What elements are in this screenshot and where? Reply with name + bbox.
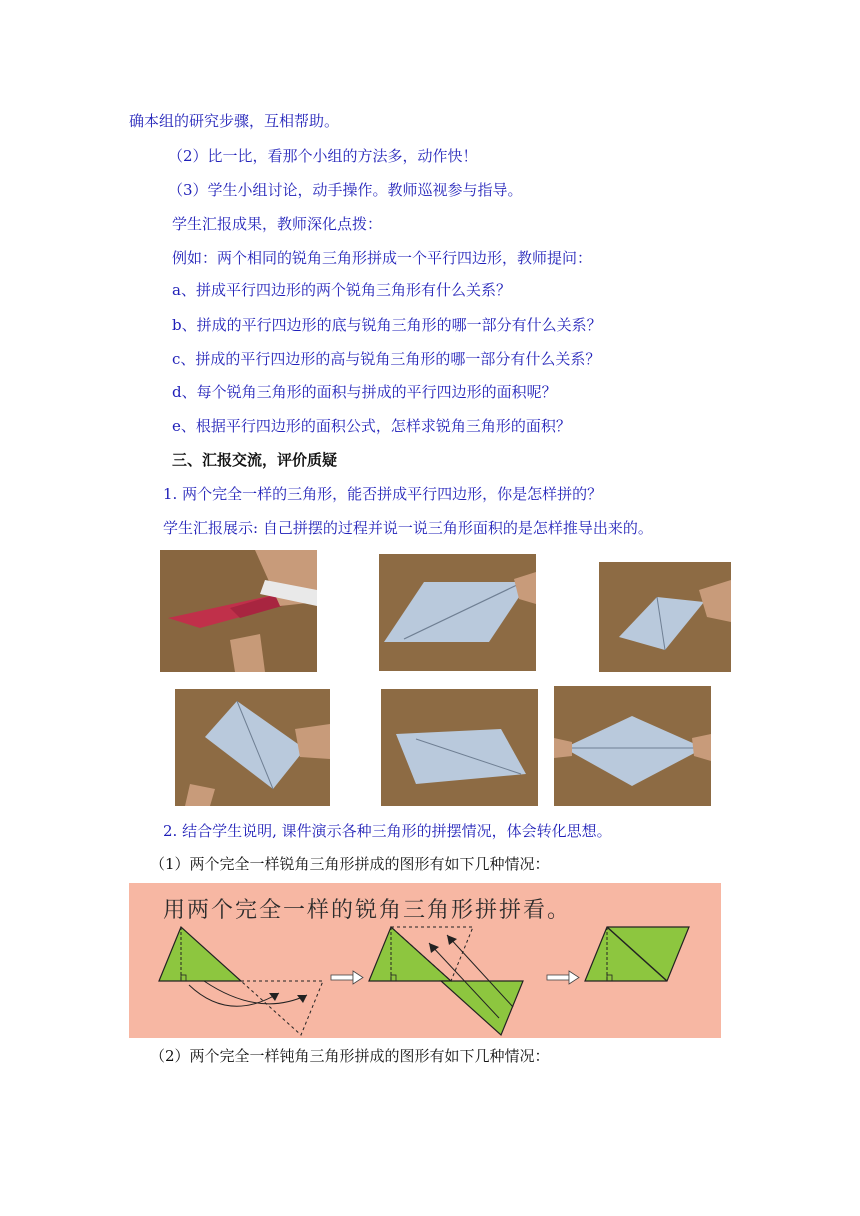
paragraph-1: 确本组的研究步骤，互相帮助。 [129,112,340,130]
question-d: d、每个锐角三角形的面积与拼成的平行四边形的面积呢？ [172,383,557,401]
question-2: 2. 结合学生说明, 课件演示各种三角形的拼摆情况，体会转化思想。 [163,822,612,840]
section-heading: 三、汇报交流，评价质疑 [172,451,338,469]
photo-blue-rhombus-3 [554,686,711,806]
case-2: （2）两个完全一样钝角三角形拼成的图形有如下几种情况： [150,1047,550,1065]
arrow-1 [331,971,363,984]
student-report: 学生汇报展示: 自己拼摆的过程并说一说三角形面积的是怎样推导出来的。 [163,519,653,537]
question-c: c、拼成的平行四边形的高与锐角三角形的哪一部分有什么关系？ [172,350,601,368]
case-1: （1）两个完全一样锐角三角形拼成的图形有如下几种情况： [150,855,550,873]
photo-blue-rhombus-1 [599,562,731,672]
triangle-diagram [129,883,721,1038]
question-1: 1. 两个完全一样的三角形，能否拼成平行四边形，你是怎样拼的？ [163,485,603,503]
paragraph-3: （3）学生小组讨论，动手操作。教师巡视参与指导。 [168,181,523,199]
question-a: a、拼成平行四边形的两个锐角三角形有什么关系？ [172,281,511,299]
step-1-triangles [159,927,323,1035]
photo-red-rhombus [160,550,317,672]
photo-blue-parallelogram-1 [379,554,536,671]
paragraph-2: （2）比一比，看那个小组的方法多，动作快！ [168,147,478,165]
banner-title: 用两个完全一样的锐角三角形拼拼看。 [163,898,572,923]
photo-blue-parallelogram-2 [381,689,538,806]
step-3-parallelogram [585,927,689,981]
question-e: e、根据平行四边形的面积公式，怎样求锐角三角形的面积？ [172,417,571,435]
paragraph-4: 学生汇报成果，教师深化点拨： [172,215,383,233]
courseware-banner [129,883,721,1038]
paragraph-5: 例如：两个相同的锐角三角形拼成一个平行四边形，教师提问： [172,249,593,267]
arrow-2 [547,971,579,984]
photo-blue-rhombus-2 [175,689,330,806]
step-2-triangles [369,927,523,1035]
question-b: b、拼成的平行四边形的底与锐角三角形的哪一部分有什么关系？ [172,316,602,334]
